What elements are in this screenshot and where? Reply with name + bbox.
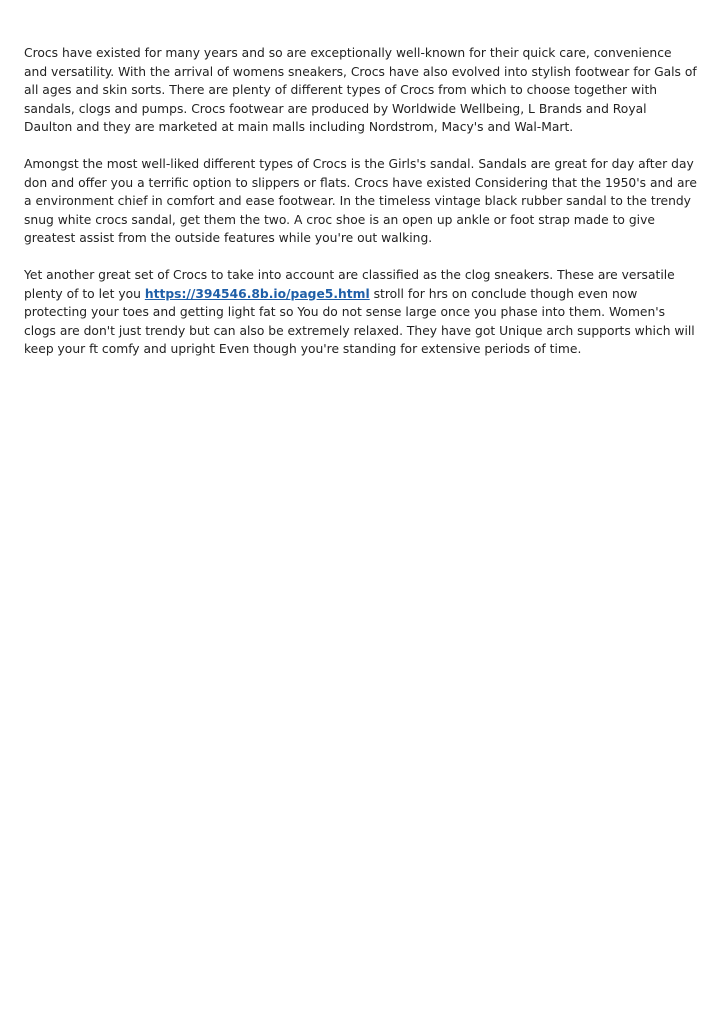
document-body — [24, 44, 698, 377]
page5-link[interactable]: https://394546.8b.io/page5.html — [144, 286, 370, 301]
paragraph-3-text-before: Yet another great set of Crocs to take into account are classified as the clog sneakers. These are versatile plenty of to let you — [24, 268, 675, 301]
paragraph-3-text-after: stroll for hrs on conclude though even now protecting your toes and getting light fat so You do not sense large once you phase into them. Women's clogs are don't just trendy but can also be extremely relaxed. They have got Unique arch supports which will keep your ft comfy and upright Even though you're standing for extensive periods of time. — [24, 286, 695, 356]
paragraph-2: Amongst the most well-liked different types of Crocs is the Girls's sandal. Sandals are great for day after day don and offer you a terrific option to slippers or flats. Crocs have existed Considering that the 1950's and are a environment chief in comfort and ease footwear. In the timeless vintage black rubber sandal to the trendy snug white crocs sandal, get them the two. A croc shoe is an open up ankle or foot strap made to give greatest assist from the outside features while you're out walking. — [24, 157, 697, 245]
paragraph-1: Crocs have existed for many years and so are exceptionally well-known for their quick care, convenience and versatility. With the arrival of womens sneakers, Crocs have also evolved into stylish footwear for Gals of all ages and skin sorts. There are plenty of different types of Crocs from which to choose together with sandals, clogs and pumps. Crocs footwear are produced by Worldwide Wellbeing, L Brands and Royal Daulton and they are marketed at main malls including Nordstrom, Macy's and Wal-Mart. — [24, 46, 697, 134]
paragraph-3 — [24, 266, 698, 359]
